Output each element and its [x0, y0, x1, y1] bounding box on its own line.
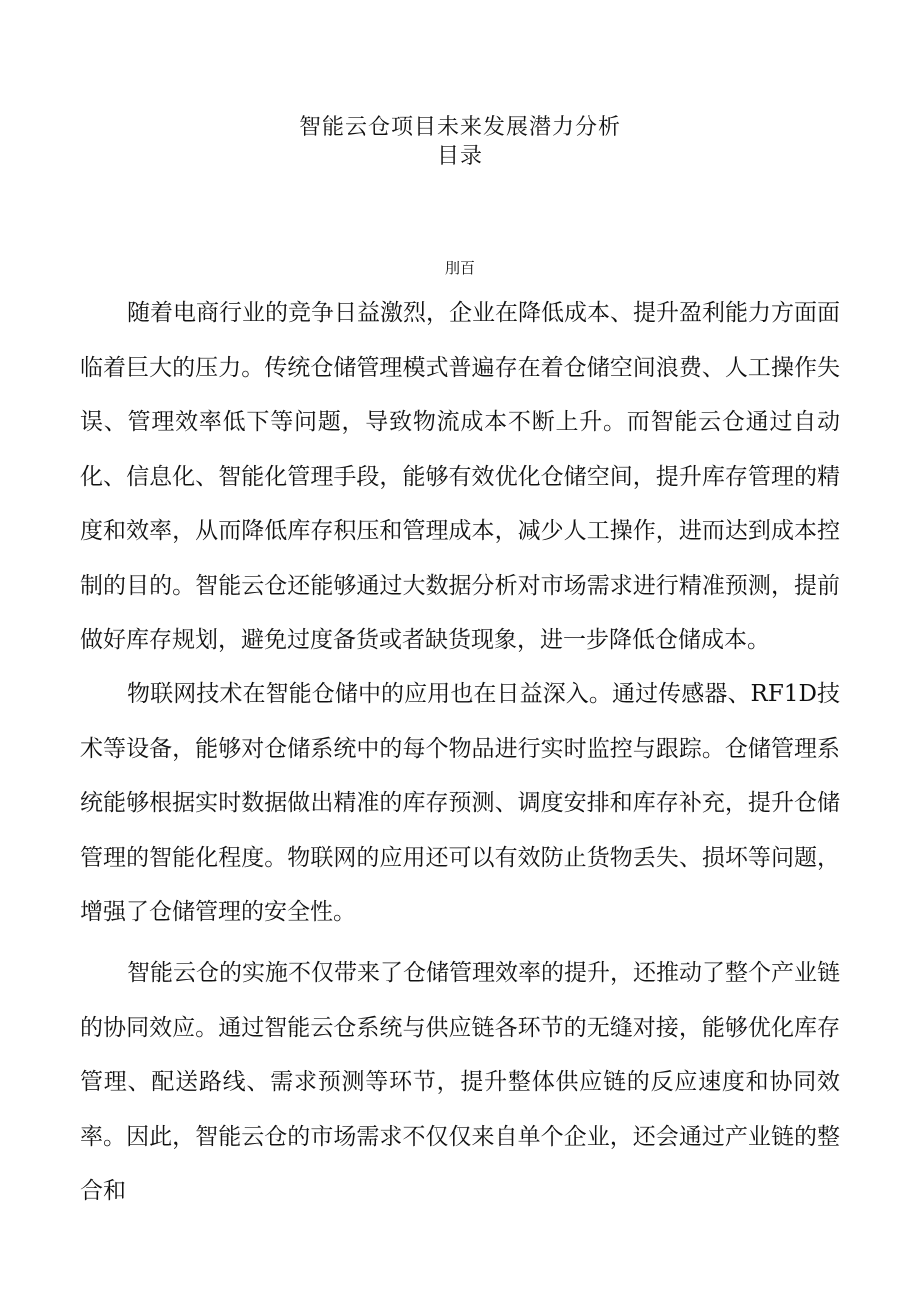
document-title: 智能云仓项目未来发展潜力分析: [298, 115, 621, 140]
paragraph-3: 智能云仓的实施不仅带来了仓储管理效率的提升，还推动了整个产业链的协同效应。通过智能云仓系统与供应链各环节的无缝对接，能够优化库存管理、配送路线、需求预测等环节，提升整体供应链的反应速度和协同效率。因此，智能云仓的市场需求不仅仅来自单个企业，还会通过产业链的整合和: [80, 960, 840, 1204]
section-heading: 刖百: [444, 259, 475, 277]
paragraph-2: 物联网技术在智能仓储中的应用也在日益深入。通过传感器、RF1D技术等设备，能够对仓储系统中的每个物品进行实时监控与跟踪。仓储管理系统能够根据实时数据做出精准的库存预测、调度安排和库存补充，提升仓储管理的智能化程度。物联网的应用还可以有效防止货物丢失、损坏等问题，增强了仓储管理的安全性。: [80, 681, 840, 925]
toc-heading: 目录: [436, 144, 483, 169]
paragraph-1: 随着电商行业的竞争日益激烈，企业在降低成本、提升盈利能力方面面临着巨大的压力。传统仓储管理模式普遍存在着仓储空间浪费、人工操作失误、管理效率低下等问题，导致物流成本不断上升。而智能云仓通过自动化、信息化、智能化管理手段，能够有效优化仓储空间，提升库存管理的精度和效率，从而降低库存积压和管理成本，减少人工操作，进而达到成本控制的目的。智能云仓还能够通过大数据分析对市场需求进行精准预测，提前做好库存规划，避免过度备货或者缺货现象，进一步降低仓储成本。: [80, 300, 840, 653]
